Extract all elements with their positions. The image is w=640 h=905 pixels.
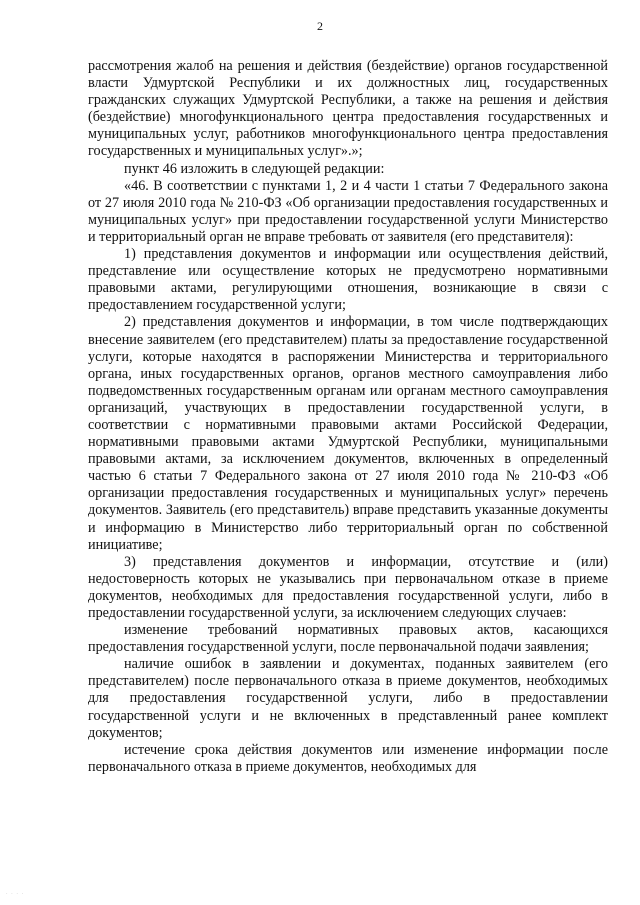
paragraph-complaints-clause: рассмотрения жалоб на решения и действия (бездействие) органов государственной власти Удмуртской Республики и их должностных лиц, государственных гражданских служащих Удмуртской Республики, а также на решения и действия (бездействие) многофункционального центра предоставления государственных и муниципальных услуг, работников многофункционального центра предоставления государственных и муниципальных услуг».»; (88, 58, 608, 160)
scan-artifact: · · · · (6, 891, 25, 897)
page-number: 2 (317, 19, 323, 33)
paragraph-item-46: «46. В соответствии с пунктами 1, 2 и 4 части 1 статьи 7 Федерального закона от 27 июля 2010 года № 210-ФЗ «Об организации предоставления государственных и муниципальных услуг» при предоставлении государственной услуги Министерство и территориальный орган не вправе требовать от заявителя (его представителя): (88, 177, 608, 245)
paragraph-case-requirements-change: изменение требований нормативных правовых актов, касающихся предоставления государственной услуги, после первоначальной подачи заявления; (88, 622, 608, 656)
paragraph-subitem-1: 1) представления документов и информации или осуществления действий, представление или осуществление которых не предусмотрено нормативными правовыми актами, регулирующими отношения, возникающие в связи с предоставлением государственной услуги; (88, 246, 608, 314)
paragraph-case-expiry: истечение срока действия документов или изменение информации после первоначального отказа в приеме документов, необходимых для (88, 741, 608, 775)
paragraph-item-46-intro: пункт 46 изложить в следующей редакции: (124, 160, 385, 177)
paragraph-case-errors: наличие ошибок в заявлении и документах, поданных заявителем (его представителем) после первоначального отказа в приеме документов, необходимых для предоставления государственной услуги, либо в предоставлении государственной услуги и не включенных в представленный ранее комплект документов; (88, 656, 608, 741)
document-body (88, 58, 608, 776)
paragraph-subitem-3: 3) представления документов и информации, отсутствие и (или) недостоверность которых не указывались при первоначальном отказе в приеме документов, необходимых для предоставления государственной услуги, либо в предоставлении государственной услуги, за исключением следующих случаев: (88, 553, 608, 621)
paragraph-subitem-2: 2) представления документов и информации, в том числе подтверждающих внесение заявителем (его представителем) платы за предоставление государственной услуги, которые находятся в распоряжении Министерства и территориального органа, иных государственных органов, органов местного самоуправления либо подведомственных государственным органам или органам местного самоуправления организаций, участвующих в предоставлении государственной услуги, в соответствии с нормативными правовыми актами Российской Федерации, нормативными правовыми актами Удмуртской Республики, муниципальными правовыми актами, за исключением документов, включенных в определенный частью 6 статьи 7 Федерального закона от 27 июля 2010 года № 210-ФЗ «Об организации предоставления государственных и муниципальных услуг» перечень документов. Заявитель (его представитель) вправе представить указанные документы и информацию в Министерство либо территориальный орган по собственной инициативе; (88, 314, 608, 553)
